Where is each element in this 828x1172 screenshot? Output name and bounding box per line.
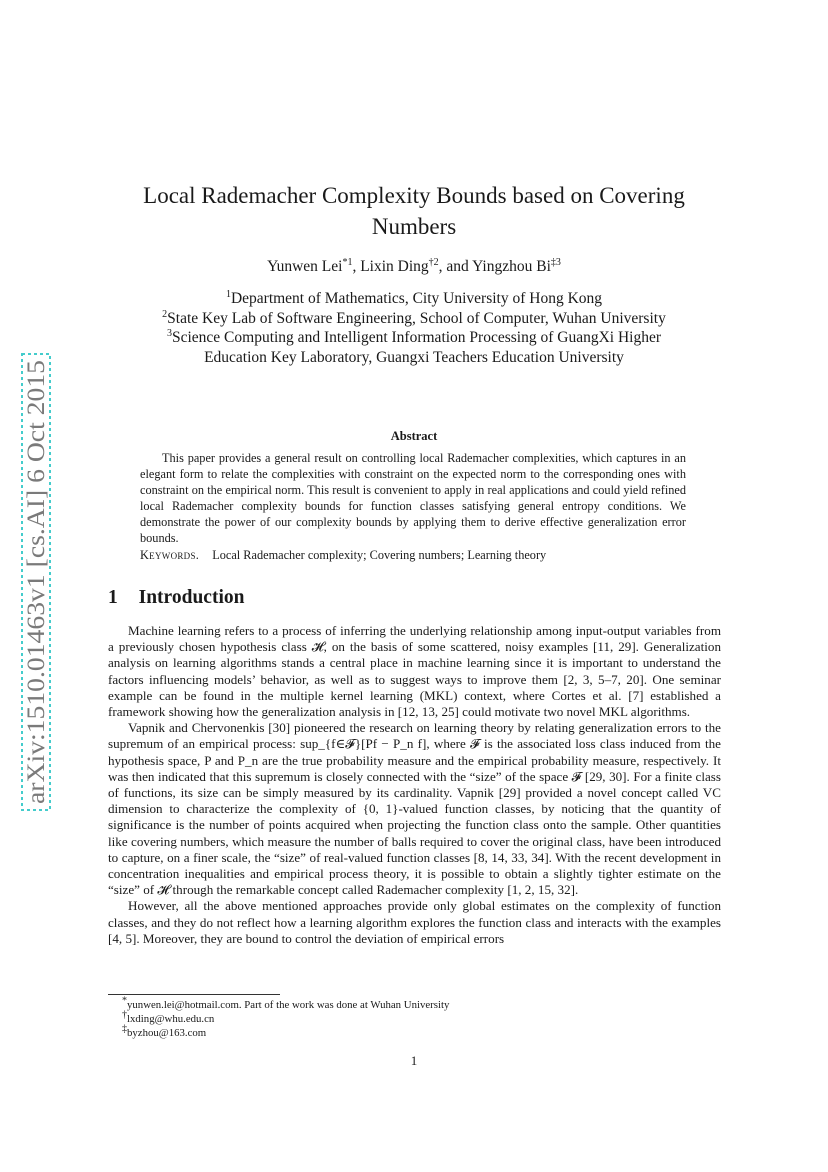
- footnote-rule: [108, 994, 280, 995]
- footnote-text: yunwen.lei@hotmail.com. Part of the work was done at Wuhan University: [127, 999, 450, 1011]
- affiliation: [100, 348, 728, 368]
- affiliation: [100, 289, 728, 309]
- affiliation-text: Department of Mathematics, City University of Hong Kong: [230, 290, 603, 307]
- affiliation-list: [100, 289, 728, 367]
- affiliation: [100, 328, 728, 348]
- section-number: 1: [108, 587, 118, 608]
- footnote: [108, 1023, 449, 1040]
- footnote: [108, 1009, 449, 1026]
- author-name: Yingzhou Bi: [472, 258, 551, 275]
- author-separator: , and: [438, 258, 473, 275]
- author-mark: ‡3: [550, 256, 561, 268]
- body-paragraph: Vapnik and Chervonenkis [30] pioneered the research on learning theory by relating generalization errors to the supremum of an empirical process: sup_{f∈𝓕}[Pf − P_n f], where 𝓕 is the associated loss class induced from the hypothesis space, P and P_n are the true probability measure and the empirical probability measure, respectively. It was then indicated that this supremum is closely connected with the “size” of the space 𝓕 [29, 30]. For a finite class of functions, its size can be simply measured by its cardinality. Vapnik [29] provided a novel concept called VC dimension to characterize the complexity of {0, 1}-valued function classes, by noticing that the quantity of significance is the number of points acquired when projecting the function class onto the sample. Other quantities like covering numbers, which measure the number of balls required to cover the original class, have been introduced to capture, on a finer scale, the “size” of real-valued function classes [8, 14, 33, 34]. With the recent development in concentration inequalities and empirical process theory, it is possible to obtain a slightly tighter estimate on the “size” of 𝓗 through the remarkable concept called Rademacher complexity [1, 2, 15, 32].: [108, 720, 721, 898]
- affiliation-mark: 2: [162, 308, 168, 320]
- author-list: [100, 256, 728, 278]
- author-separator: ,: [352, 258, 361, 275]
- affiliation-text: State Key Lab of Software Engineering, School of Computer, Wuhan University: [167, 309, 666, 327]
- keywords-line: [140, 547, 686, 563]
- section-heading: [108, 587, 244, 609]
- author-name: Lixin Ding: [360, 258, 429, 275]
- footnote: [108, 995, 450, 1012]
- footnote-mark: †: [122, 1009, 127, 1021]
- footnote-list: [108, 995, 450, 1040]
- affiliation-text: Education Key Laboratory, Guangxi Teachers Education University: [204, 348, 624, 366]
- keywords-text: Local Rademacher complexity; Covering numbers; Learning theory: [212, 548, 547, 562]
- affiliation: [100, 309, 728, 329]
- author-name: Yunwen Lei: [267, 258, 343, 275]
- section-title: Introduction: [138, 587, 245, 608]
- paper-title: Local Rademacher Complexity Bounds based on Covering Numbers: [143, 183, 685, 239]
- body-paragraph: Machine learning refers to a process of inferring the underlying relationship among input-output variables from a previously chosen hypothesis class 𝓗, on the basis of some scattered, noisy examples [11, 29]. Generalization analysis on learning algorithms stands a central place in machine learning since it is important to understand the factors influencing models’ behavior, as well as to suggest ways to improve them [2, 3, 5–7, 20]. One seminar example can be found in the multiple kernel learning (MKL) context, where Cortes et al. [7] established a framework showing how the generalization analysis in [12, 13, 25] could motivate two novel MKL algorithms.: [108, 623, 721, 720]
- page-number: 1: [410, 1053, 418, 1068]
- affiliation-text: Science Computing and Intelligent Information Processing of GuangXi Higher: [171, 329, 661, 346]
- section-body: [108, 623, 721, 947]
- affiliation-mark: 1: [225, 288, 231, 300]
- footnote-text: lxding@whu.edu.cn: [127, 1013, 215, 1025]
- arxiv-identifier-stamp: [20, 352, 52, 812]
- abstract-heading: Abstract: [390, 429, 438, 443]
- author-mark: *1: [342, 256, 353, 268]
- keywords-label: Keywords.: [140, 548, 200, 562]
- body-paragraph: However, all the above mentioned approaches provide only global estimates on the complexity of function classes, and they do not reflect how a learning algorithm explores the function class and interacts with the examples [4, 5]. Moreover, they are bound to control the deviation of empirical errors: [108, 898, 721, 946]
- affiliation-mark: 3: [166, 327, 172, 339]
- abstract-text: This paper provides a general result on controlling local Rademacher complexities, which captures in an elegant form to relate the complexities with constraint on the expected norm to the corresponding ones with constraint on the empirical norm. This result is convenient to apply in real applications and could yield refined local Rademacher complexity bounds for function classes satisfying general entropy conditions. We demonstrate the power of our complexity bounds by applying them to derive effective generalization error bounds.: [140, 451, 686, 545]
- footnote-mark: *: [122, 995, 127, 1007]
- footnote-mark: ‡: [122, 1023, 127, 1035]
- arxiv-stamp-text: arXiv:1510.01463v1 [cs.AI] 6 Oct 2015: [23, 402, 50, 804]
- footnote-text: byzhou@163.com: [127, 1027, 207, 1039]
- author-mark: †2: [428, 256, 439, 268]
